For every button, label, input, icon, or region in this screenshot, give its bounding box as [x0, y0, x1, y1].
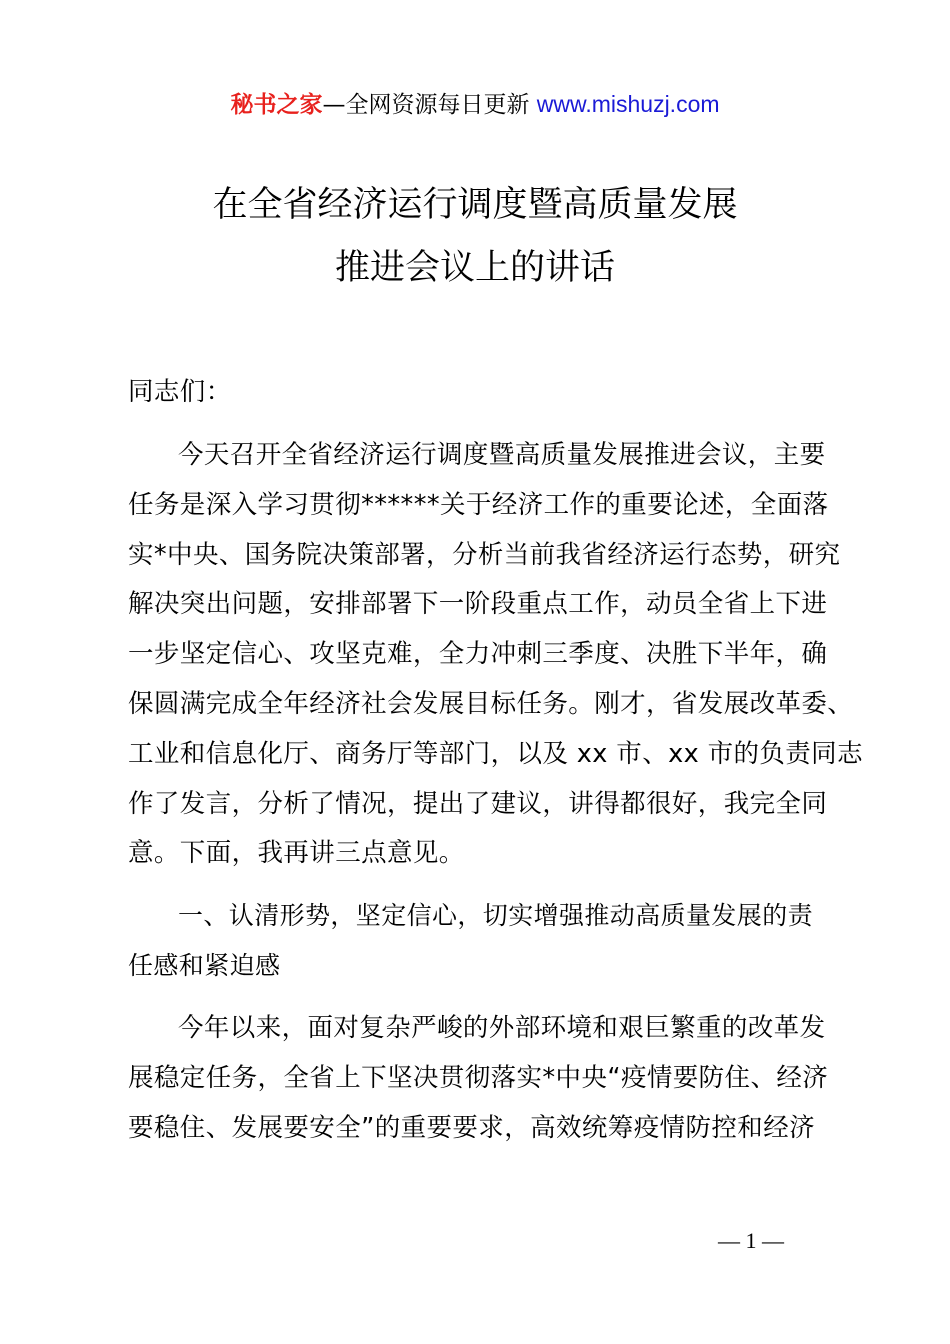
text-line: 要稳住、发展要安全”的重要要求，高效统筹疫情防控和经济	[128, 1112, 816, 1143]
text-line: 保圆满完成全年经济社会发展目标任务。刚才，省发展改革委、	[128, 689, 854, 719]
text-line: 解决突出问题，安排部署下一阶段重点工作，动员全省上下进	[128, 589, 828, 620]
page-number: — 1 —	[718, 1228, 784, 1253]
text-line: 任感和紧迫感	[128, 950, 281, 980]
text-line: 一、认清形势，坚定信心，切实增强推动高质量发展的责	[178, 901, 814, 930]
site-url[interactable]: www.mishuzj.com	[536, 91, 720, 117]
text-line: 工业和信息化厅、商务厅等部门，以及 xx 市、xx 市的负责同志	[128, 738, 863, 769]
document-title-line-1: 在全省经济运行调度暨高质量发展	[212, 185, 738, 225]
text-line: 作了发言，分析了情况，提出了建议，讲得都很好，我完全同	[128, 788, 828, 819]
text-line: 意。下面，我再讲三点意见。	[128, 838, 465, 869]
text-line: 实*中央、国务院决策部署，分析当前我省经济运行态势，研究	[128, 539, 841, 570]
brand-name: 秘书之家	[230, 92, 323, 118]
document-title-line-2: 推进会议上的讲话	[334, 248, 615, 288]
text-line: 任务是深入学习贯彻******关于经济工作的重要论述，全面落	[128, 489, 829, 520]
text-line: 今天召开全省经济运行调度暨高质量发展推进会议，主要	[178, 440, 826, 470]
salutation: 同志们：	[128, 377, 232, 407]
site-banner	[0, 88, 950, 121]
banner-tagline: —全网资源每日更新	[322, 92, 537, 118]
text-line: 今年以来，面对复杂严峻的外部环境和艰巨繁重的改革发	[178, 1013, 826, 1043]
text-line: 展稳定任务，全省上下坚决贯彻落实*中央“疫情要防住、经济	[128, 1062, 829, 1093]
text-line: 一步坚定信心、攻坚克难，全力冲刺三季度、决胜下半年，确	[128, 639, 828, 670]
